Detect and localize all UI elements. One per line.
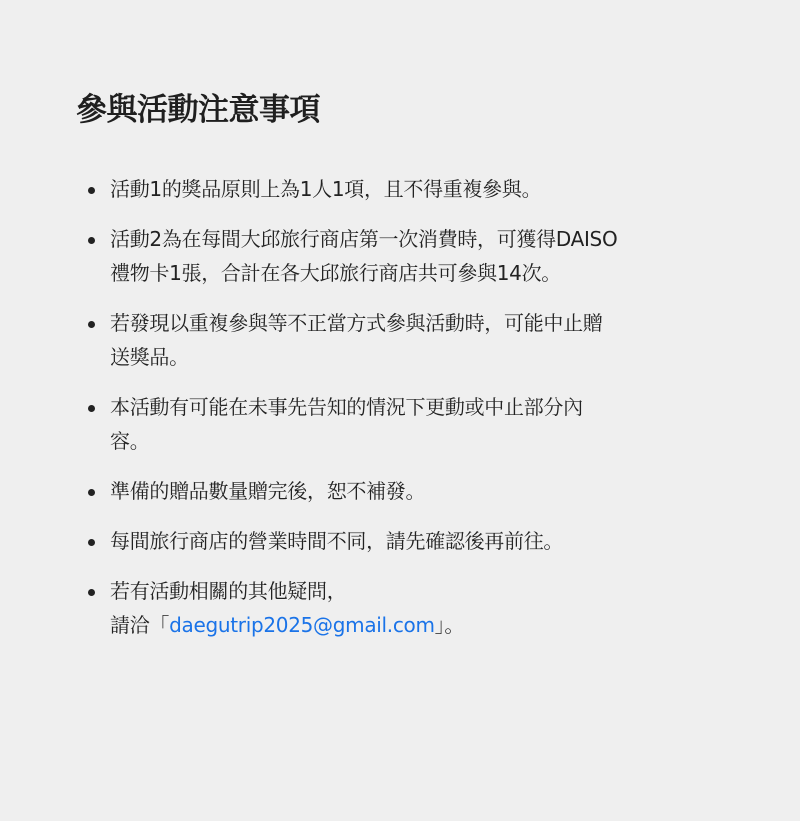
- item-text: 本活動有可能在未事先告知的情況下更動或中止部分內: [110, 395, 583, 419]
- bullet-icon: [88, 489, 95, 496]
- list-item: [76, 306, 710, 374]
- bullet-icon: [88, 589, 95, 596]
- item-text: 準備的贈品數量贈完後，恕不補發。: [110, 479, 426, 503]
- bullet-icon: [88, 237, 95, 244]
- item-text: 禮物卡1張，合計在各大邱旅行商店共可參與14次。: [110, 261, 561, 285]
- item-text: 若發現以重複參與等不正當方式參與活動時，可能中止贈: [110, 311, 603, 335]
- item-text: 活動2為在每間大邱旅行商店第一次消費時，可獲得DAISO: [110, 227, 618, 251]
- page-title: 參與活動注意事項: [76, 92, 320, 128]
- list-item: [76, 390, 710, 458]
- notice-list: [76, 172, 740, 642]
- item-text: 活動1的獎品原則上為1人1項，且不得重複參與。: [110, 177, 542, 201]
- contact-prefix: 請洽「: [110, 613, 170, 637]
- contact-line: [110, 608, 710, 642]
- bullet-icon: [88, 187, 95, 194]
- contact-suffix: 」。: [434, 613, 465, 637]
- item-text: 容。: [110, 429, 150, 453]
- item-text: 每間旅行商店的營業時間不同，請先確認後再前往。: [110, 529, 564, 553]
- item-text: 送獎品。: [110, 345, 189, 369]
- list-item: [76, 172, 710, 206]
- list-item: [76, 574, 710, 642]
- contact-email-link[interactable]: daegutrip2025@gmail.com: [169, 613, 435, 637]
- bullet-icon: [88, 405, 95, 412]
- bullet-icon: [88, 321, 95, 328]
- item-text: 若有活動相關的其他疑問，: [110, 579, 347, 603]
- bullet-icon: [88, 539, 95, 546]
- list-item: [76, 222, 710, 290]
- list-item: [76, 474, 710, 508]
- list-item: [76, 524, 710, 558]
